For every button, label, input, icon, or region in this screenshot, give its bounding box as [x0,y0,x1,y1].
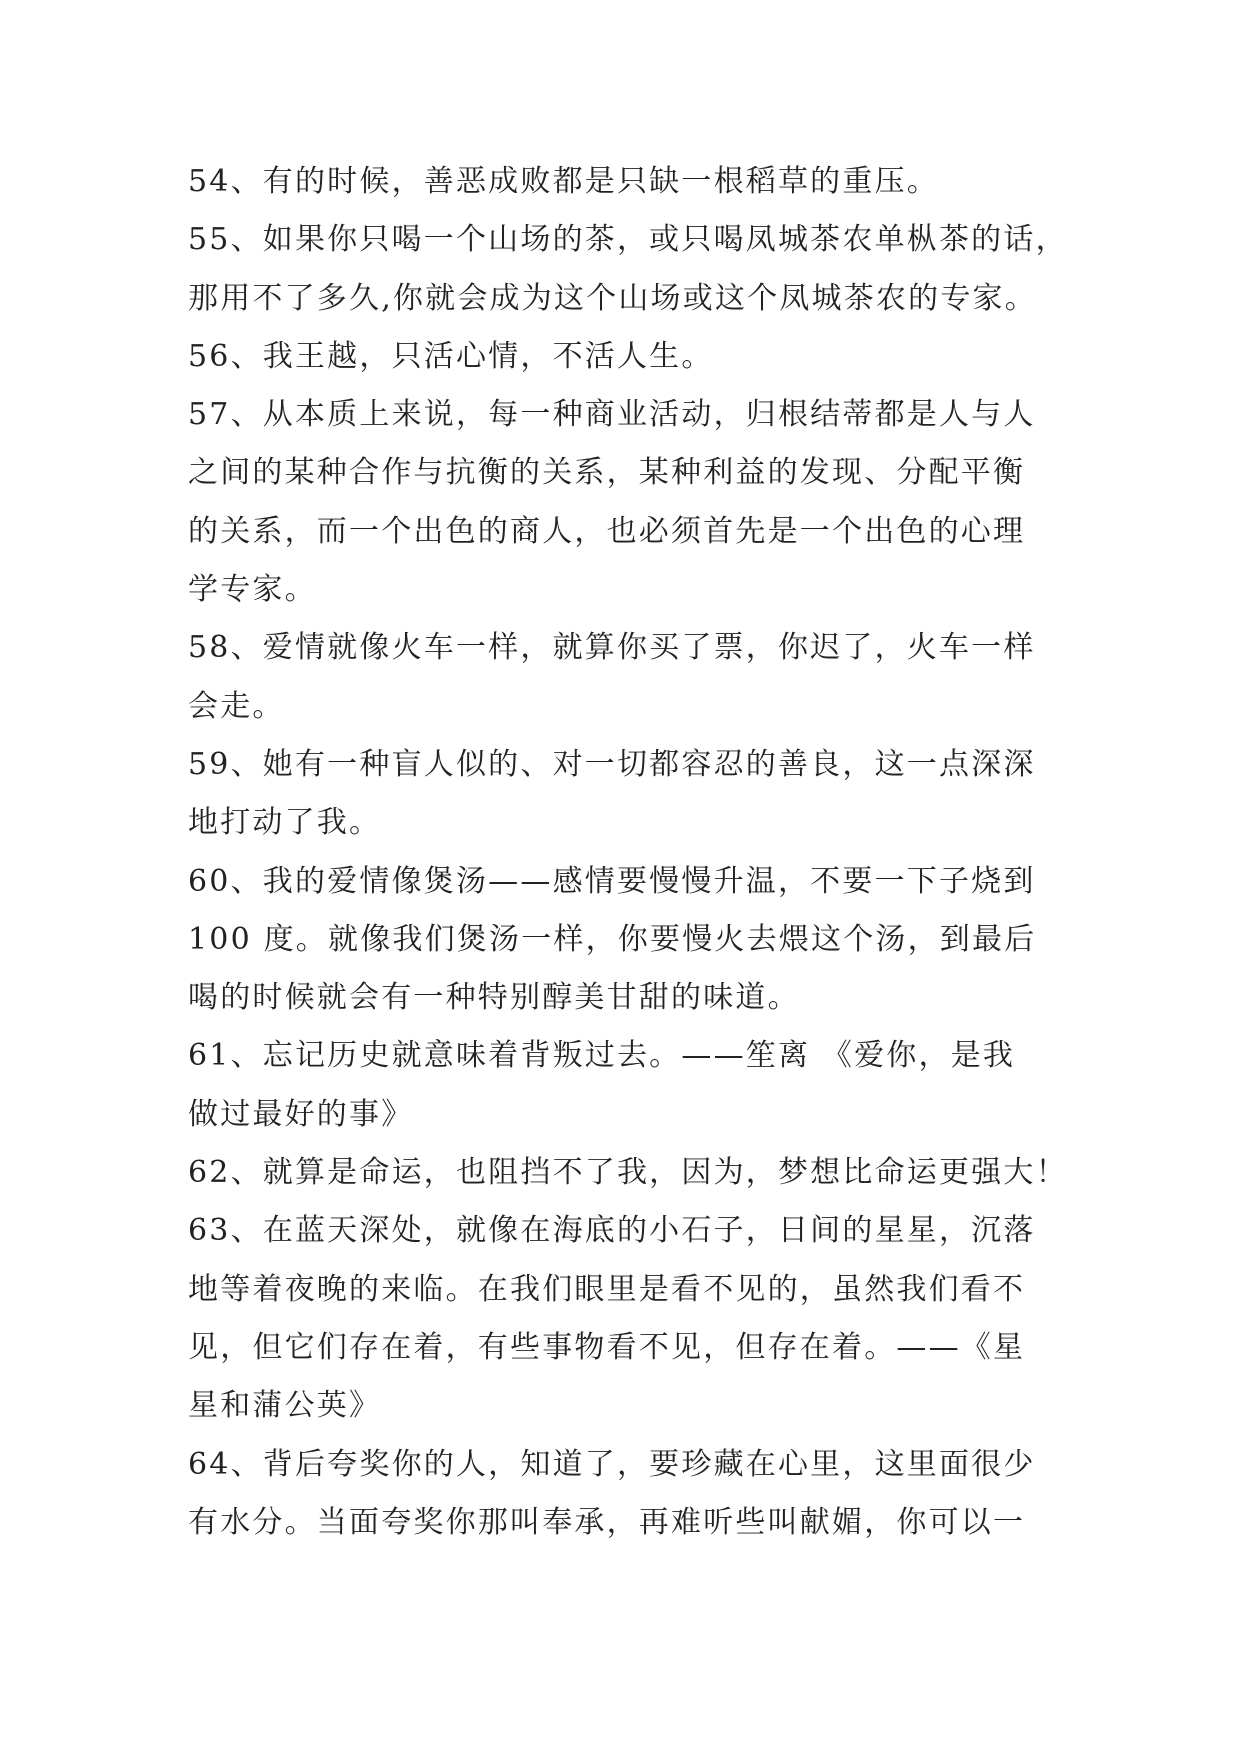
text-line-63-1: 63、在蓝天深处，就像在海底的小石子，日间的星星，沉落 [188,1213,1036,1249]
text-line-63-2: 地等着夜晚的来临。在我们眼里是看不见的，虽然我们看不 [188,1271,1026,1307]
text-line-61-1: 61、忘记历史就意味着背叛过去。——笙离 《爱你，是我 [188,1038,1016,1074]
text-line-55-1: 55、如果你只喝一个山场的茶，或只喝凤城茶农单枞茶的话， [188,222,1068,258]
document-body [188,153,1188,1552]
text-line-56-1: 56、我王越，只活心情，不活人生。 [188,338,714,374]
text-line-54-1: 54、有的时候，善恶成败都是只缺一根稻草的重压。 [188,164,939,199]
text-line-60-2: 100 度。就像我们煲汤一样，你要慢火去煨这个汤，到最后 [188,921,1037,957]
text-line-60-3: 喝的时候就会有一种特别醇美甘甜的味道。 [188,980,800,1016]
text-line-64-2: 有水分。当面夸奖你那叫奉承，再难听些叫献媚，你可以一 [188,1504,1026,1540]
text-line-57-3: 的关系，而一个出色的商人，也必须首先是一个出色的心理 [188,513,1026,549]
text-line-57-4: 学专家。 [188,572,317,608]
text-line-63-4: 星和蒲公英》 [188,1388,382,1424]
text-line-55-2: 那用不了多久,你就会成为这个山场或这个凤城茶农的专家。 [188,280,1037,316]
text-line-58-1: 58、爱情就像火车一样，就算你买了票，你迟了，火车一样 [188,630,1036,666]
text-line-57-1: 57、从本质上来说，每一种商业活动，归根结蒂都是人与人 [188,397,1036,433]
text-line-58-2: 会走。 [188,688,285,724]
text-line-61-2: 做过最好的事》 [188,1096,414,1132]
text-line-57-2: 之间的某种合作与抗衡的关系，某种利益的发现、分配平衡 [188,455,1026,491]
text-line-59-2: 地打动了我。 [188,805,382,841]
text-line-62-1: 62、就算是命运，也阻挡不了我，因为，梦想比命运更强大！ [188,1155,1068,1191]
text-line-59-1: 59、她有一种盲人似的、对一切都容忍的善良，这一点深深 [188,746,1036,782]
text-line-64-1: 64、背后夸奖你的人，知道了，要珍藏在心里，这里面很少 [188,1446,1036,1482]
text-line-60-1: 60、我的爱情像煲汤——感情要慢慢升温，不要一下子烧到 [188,863,1036,899]
text-line-63-3: 见，但它们存在着，有些事物看不见，但存在着。——《星 [188,1329,1026,1365]
